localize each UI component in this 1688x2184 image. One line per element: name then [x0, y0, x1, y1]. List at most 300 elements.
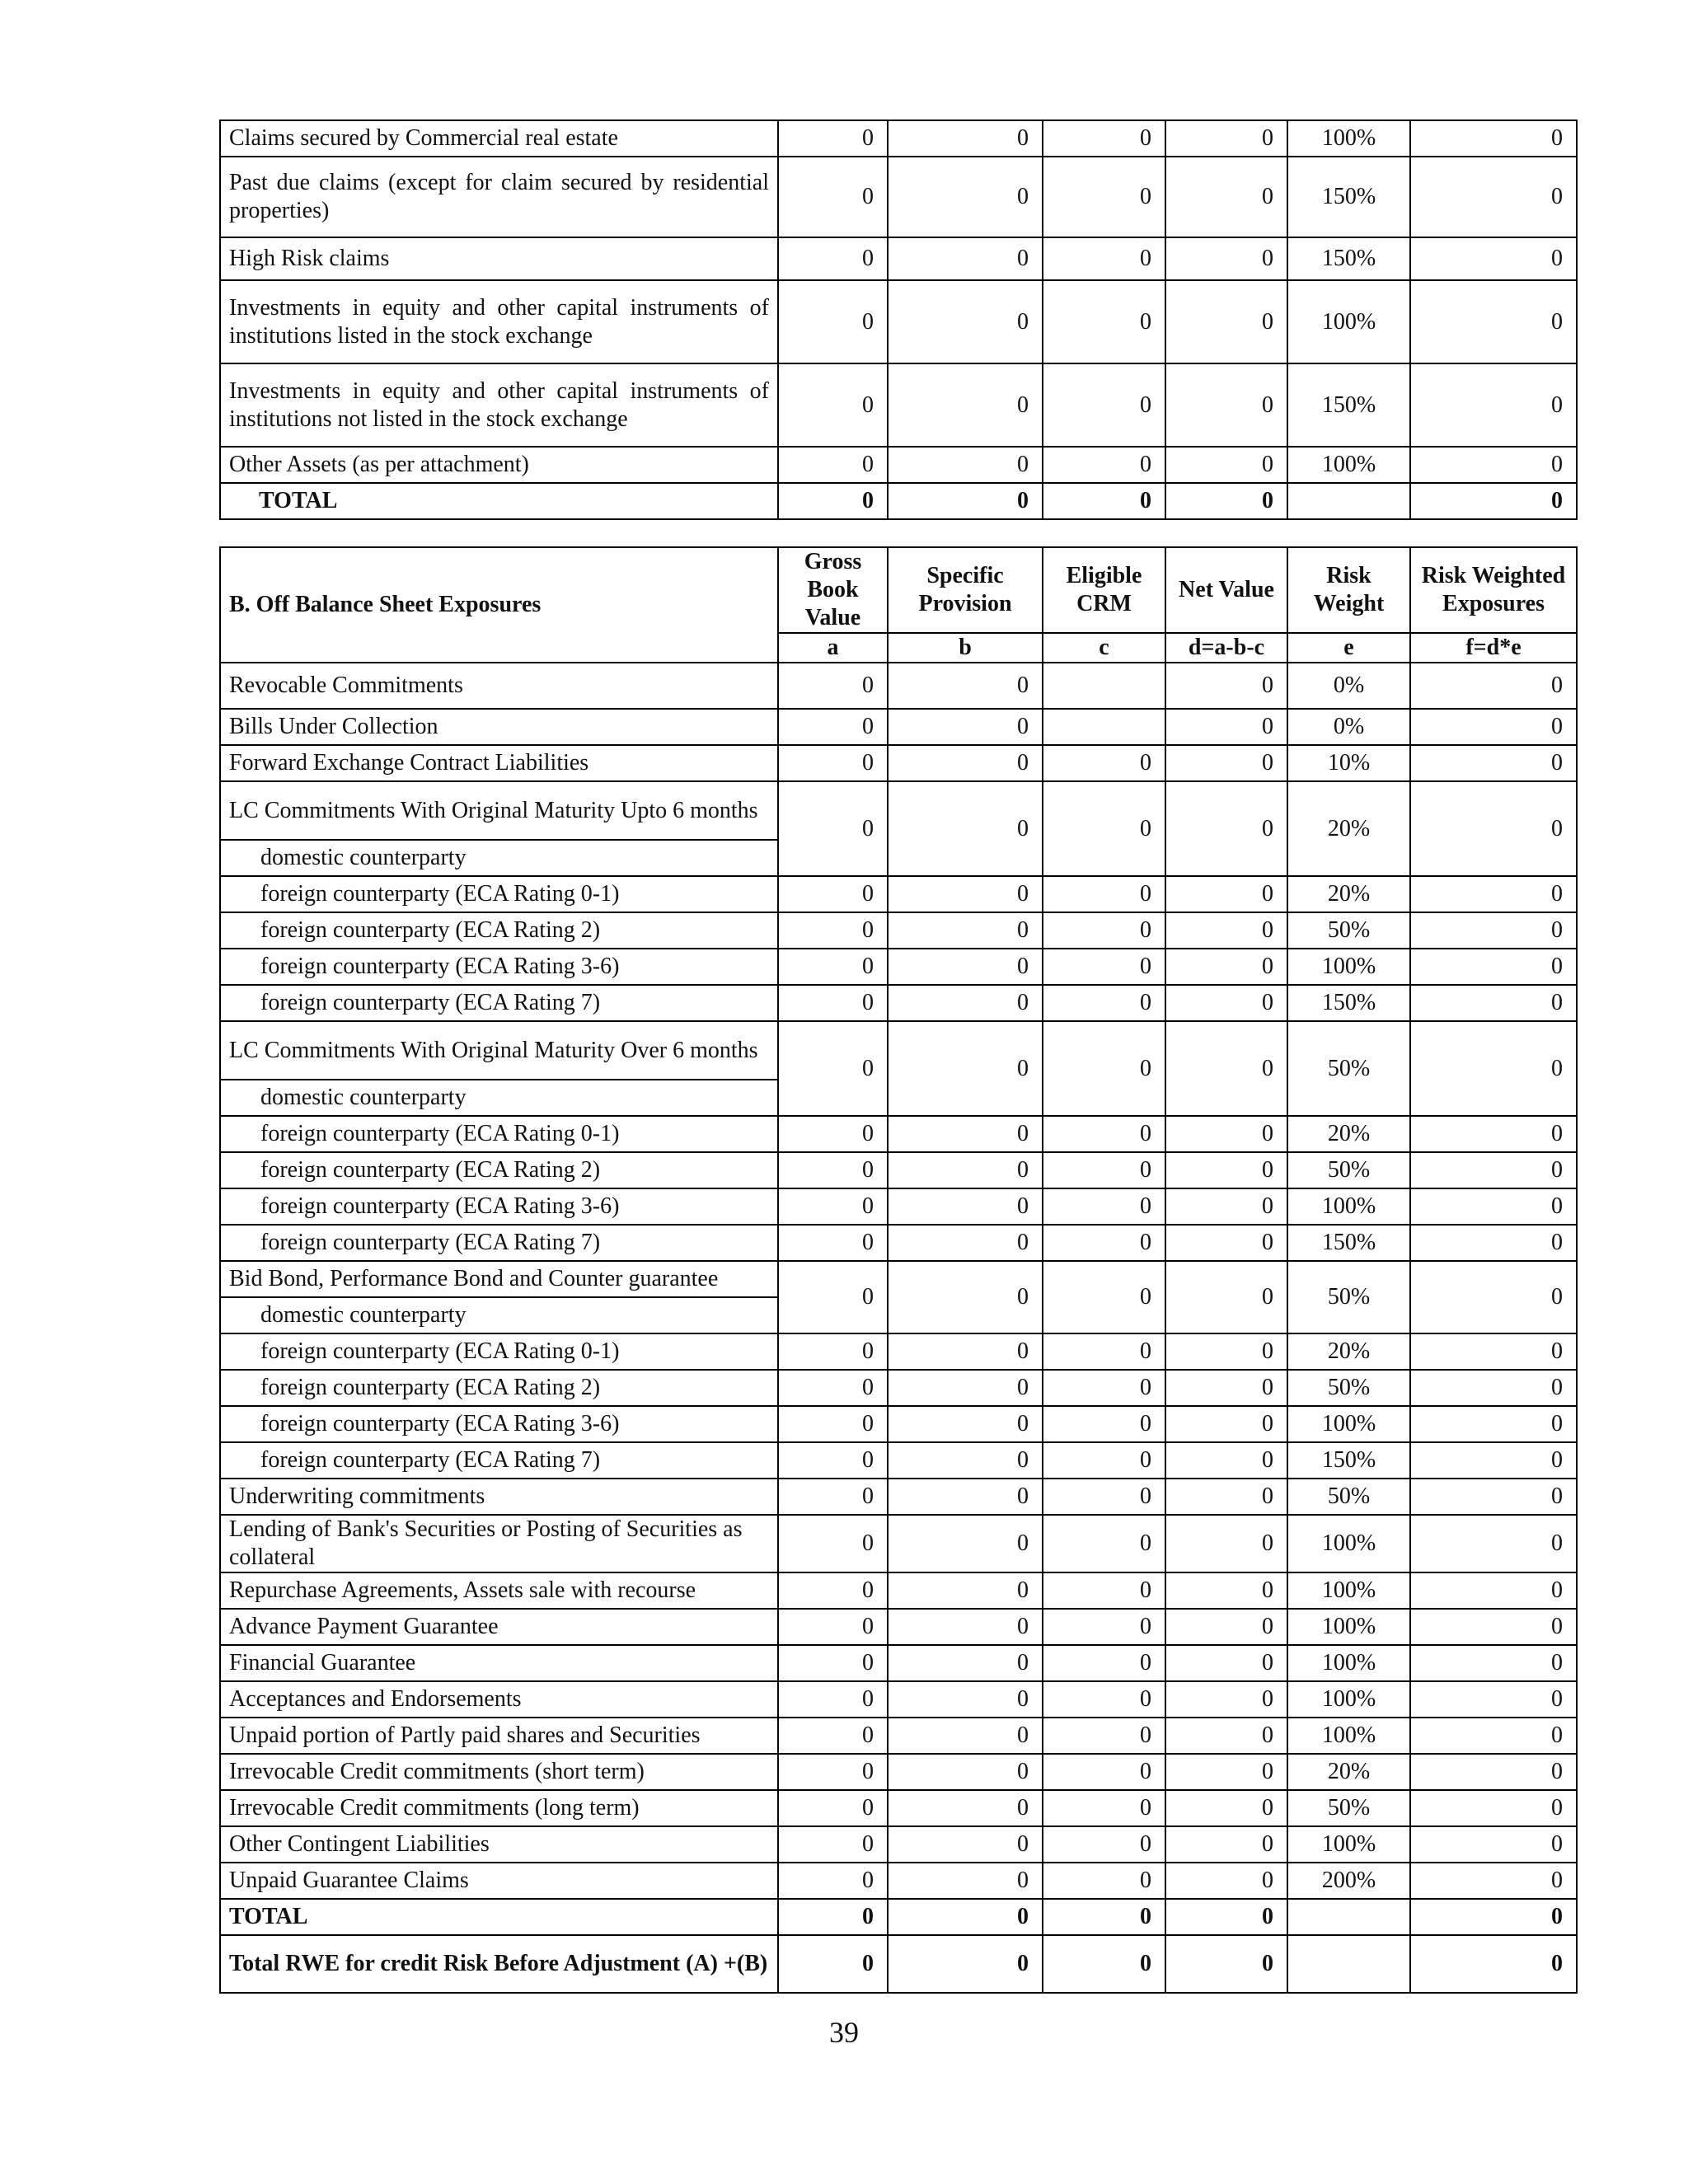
rwe-cell: 0 — [1410, 1863, 1577, 1899]
table-row — [220, 912, 1577, 949]
rwe-cell: 0 — [1410, 985, 1577, 1021]
net-value-cell: 0 — [1165, 1152, 1287, 1188]
specific-provision-cell: 0 — [888, 237, 1043, 280]
eligible-crm-cell — [1043, 709, 1165, 745]
row-label: LC Commitments With Original Maturity Over 6 months — [220, 1021, 778, 1080]
row-label-domestic: domestic counterparty — [220, 1297, 778, 1333]
rwe-cell: 0 — [1410, 1406, 1577, 1442]
eligible-crm-cell: 0 — [1043, 781, 1165, 876]
net-value-cell: 0 — [1165, 1826, 1287, 1863]
net-value-cell: 0 — [1165, 876, 1287, 912]
risk-weight-cell: 50% — [1287, 1370, 1410, 1406]
risk-weight-cell — [1287, 483, 1410, 519]
gross-book-value-cell: 0 — [778, 1333, 888, 1370]
specific-provision-cell: 0 — [888, 1718, 1043, 1754]
net-value-cell: 0 — [1165, 1935, 1287, 1993]
table-row — [220, 1863, 1577, 1899]
specific-provision-cell: 0 — [888, 1188, 1043, 1225]
header-eligible-crm: Eligible CRM — [1043, 547, 1165, 633]
rwe-cell: 0 — [1410, 1479, 1577, 1515]
risk-weight-cell — [1287, 1899, 1410, 1935]
row-label: Forward Exchange Contract Liabilities — [220, 745, 778, 781]
row-label: Past due claims (except for claim secured by residential properties) — [220, 157, 778, 237]
net-value-cell: 0 — [1165, 447, 1287, 483]
rwe-cell: 0 — [1410, 1826, 1577, 1863]
section-a-body — [220, 120, 1577, 519]
row-label: LC Commitments With Original Maturity Upto 6 months — [220, 781, 778, 840]
table-row — [220, 1442, 1577, 1479]
gross-book-value-cell: 0 — [778, 1370, 888, 1406]
rwe-cell: 0 — [1410, 1681, 1577, 1718]
eligible-crm-cell: 0 — [1043, 1152, 1165, 1188]
page-number: 39 — [829, 2016, 859, 2049]
gross-book-value-cell: 0 — [778, 120, 888, 157]
eligible-crm-cell: 0 — [1043, 157, 1165, 237]
table-row — [220, 1370, 1577, 1406]
table-row — [220, 1645, 1577, 1681]
specific-provision-cell: 0 — [888, 1790, 1043, 1826]
net-value-cell: 0 — [1165, 1370, 1287, 1406]
row-label: Unpaid Guarantee Claims — [220, 1863, 778, 1899]
net-value-cell: 0 — [1165, 1116, 1287, 1152]
eligible-crm-cell: 0 — [1043, 1225, 1165, 1261]
risk-weight-cell: 100% — [1287, 120, 1410, 157]
gross-book-value-cell: 0 — [778, 1826, 888, 1863]
total-row — [220, 483, 1577, 519]
table-row — [220, 1225, 1577, 1261]
gross-book-value-cell: 0 — [778, 876, 888, 912]
rwe-cell: 0 — [1410, 1718, 1577, 1754]
rwe-cell: 0 — [1410, 709, 1577, 745]
risk-weight-cell: 10% — [1287, 745, 1410, 781]
net-value-cell: 0 — [1165, 1188, 1287, 1225]
specific-provision-cell: 0 — [888, 1515, 1043, 1572]
table-row — [220, 1754, 1577, 1790]
rwe-cell: 0 — [1410, 237, 1577, 280]
row-label: Revocable Commitments — [220, 663, 778, 709]
row-label-domestic: domestic counterparty — [220, 840, 778, 876]
row-label-domestic: domestic counterparty — [220, 1080, 778, 1116]
eligible-crm-cell: 0 — [1043, 1261, 1165, 1333]
specific-provision-cell: 0 — [888, 876, 1043, 912]
gross-book-value-cell: 0 — [778, 949, 888, 985]
specific-provision-cell: 0 — [888, 949, 1043, 985]
risk-weight-cell: 0% — [1287, 663, 1410, 709]
row-label: Financial Guarantee — [220, 1645, 778, 1681]
rwe-cell: 0 — [1410, 1261, 1577, 1333]
eligible-crm-cell: 0 — [1043, 1406, 1165, 1442]
specific-provision-cell: 0 — [888, 1479, 1043, 1515]
net-value-cell: 0 — [1165, 1572, 1287, 1609]
rwe-cell: 0 — [1410, 1116, 1577, 1152]
row-label: Bills Under Collection — [220, 709, 778, 745]
gross-book-value-cell: 0 — [778, 663, 888, 709]
specific-provision-cell: 0 — [888, 157, 1043, 237]
net-value-cell: 0 — [1165, 949, 1287, 985]
specific-provision-cell: 0 — [888, 1442, 1043, 1479]
gross-book-value-cell: 0 — [778, 1754, 888, 1790]
total-label: TOTAL — [220, 1899, 778, 1935]
net-value-cell: 0 — [1165, 781, 1287, 876]
rwe-cell: 0 — [1410, 663, 1577, 709]
eligible-crm-cell: 0 — [1043, 280, 1165, 363]
header-row — [220, 547, 1577, 633]
eligible-crm-cell: 0 — [1043, 1515, 1165, 1572]
gross-book-value-cell: 0 — [778, 1863, 888, 1899]
subheader-a: a — [778, 633, 888, 663]
eligible-crm-cell: 0 — [1043, 1645, 1165, 1681]
net-value-cell: 0 — [1165, 1442, 1287, 1479]
table-row — [220, 1021, 1577, 1080]
specific-provision-cell: 0 — [888, 1152, 1043, 1188]
net-value-cell: 0 — [1165, 1681, 1287, 1718]
eligible-crm-cell: 0 — [1043, 1188, 1165, 1225]
net-value-cell: 0 — [1165, 1790, 1287, 1826]
net-value-cell: 0 — [1165, 745, 1287, 781]
eligible-crm-cell: 0 — [1043, 1899, 1165, 1935]
gross-book-value-cell: 0 — [778, 1899, 888, 1935]
rwe-cell: 0 — [1410, 1899, 1577, 1935]
header-risk-weight: Risk Weight — [1287, 547, 1410, 633]
row-label: Irrevocable Credit commitments (long term) — [220, 1790, 778, 1826]
row-label: foreign counterparty (ECA Rating 0-1) — [220, 1333, 778, 1370]
gross-book-value-cell: 0 — [778, 1609, 888, 1645]
row-label: Unpaid portion of Partly paid shares and Securities — [220, 1718, 778, 1754]
row-label: foreign counterparty (ECA Rating 7) — [220, 1442, 778, 1479]
risk-weight-cell: 150% — [1287, 363, 1410, 447]
row-label: Repurchase Agreements, Assets sale with recourse — [220, 1572, 778, 1609]
eligible-crm-cell: 0 — [1043, 1572, 1165, 1609]
rwe-cell: 0 — [1410, 1935, 1577, 1993]
row-label: foreign counterparty (ECA Rating 3-6) — [220, 949, 778, 985]
specific-provision-cell: 0 — [888, 912, 1043, 949]
risk-weight-cell: 100% — [1287, 1826, 1410, 1863]
rwe-cell: 0 — [1410, 1333, 1577, 1370]
gross-book-value-cell: 0 — [778, 1681, 888, 1718]
net-value-cell: 0 — [1165, 1754, 1287, 1790]
risk-weight-cell: 100% — [1287, 1188, 1410, 1225]
eligible-crm-cell: 0 — [1043, 1863, 1165, 1899]
table-row — [220, 1479, 1577, 1515]
row-label: Advance Payment Guarantee — [220, 1609, 778, 1645]
off-balance-sheet-table — [219, 546, 1578, 1994]
net-value-cell: 0 — [1165, 1515, 1287, 1572]
rwe-cell: 0 — [1410, 1790, 1577, 1826]
table-row — [220, 1116, 1577, 1152]
eligible-crm-cell: 0 — [1043, 949, 1165, 985]
net-value-cell: 0 — [1165, 363, 1287, 447]
net-value-cell: 0 — [1165, 1609, 1287, 1645]
specific-provision-cell: 0 — [888, 663, 1043, 709]
row-label: foreign counterparty (ECA Rating 2) — [220, 1152, 778, 1188]
net-value-cell: 0 — [1165, 1479, 1287, 1515]
eligible-crm-cell: 0 — [1043, 483, 1165, 519]
row-label: foreign counterparty (ECA Rating 3-6) — [220, 1406, 778, 1442]
risk-weight-cell: 150% — [1287, 1225, 1410, 1261]
gross-book-value-cell: 0 — [778, 1479, 888, 1515]
gross-book-value-cell: 0 — [778, 1406, 888, 1442]
subheader-f: f=d*e — [1410, 633, 1577, 663]
risk-weight-cell: 100% — [1287, 949, 1410, 985]
eligible-crm-cell: 0 — [1043, 1718, 1165, 1754]
rwe-cell: 0 — [1410, 120, 1577, 157]
specific-provision-cell: 0 — [888, 1370, 1043, 1406]
row-label: foreign counterparty (ECA Rating 7) — [220, 985, 778, 1021]
risk-weight-cell — [1287, 1935, 1410, 1993]
rwe-cell: 0 — [1410, 876, 1577, 912]
subheader-e: e — [1287, 633, 1410, 663]
rwe-cell: 0 — [1410, 1754, 1577, 1790]
rwe-cell: 0 — [1410, 781, 1577, 876]
rwe-cell: 0 — [1410, 280, 1577, 363]
table-row — [220, 1261, 1577, 1297]
eligible-crm-cell: 0 — [1043, 1681, 1165, 1718]
gross-book-value-cell: 0 — [778, 237, 888, 280]
table-row — [220, 1718, 1577, 1754]
net-value-cell: 0 — [1165, 1899, 1287, 1935]
specific-provision-cell: 0 — [888, 1261, 1043, 1333]
net-value-cell: 0 — [1165, 912, 1287, 949]
rwe-cell: 0 — [1410, 363, 1577, 447]
specific-provision-cell: 0 — [888, 709, 1043, 745]
rwe-cell: 0 — [1410, 912, 1577, 949]
specific-provision-cell: 0 — [888, 1935, 1043, 1993]
table-row — [220, 1515, 1577, 1572]
eligible-crm-cell: 0 — [1043, 876, 1165, 912]
risk-weight-cell: 200% — [1287, 1863, 1410, 1899]
rwe-cell: 0 — [1410, 949, 1577, 985]
table-row — [220, 1790, 1577, 1826]
risk-weight-cell: 100% — [1287, 1609, 1410, 1645]
row-label: foreign counterparty (ECA Rating 0-1) — [220, 876, 778, 912]
risk-weight-cell: 50% — [1287, 1021, 1410, 1116]
net-value-cell: 0 — [1165, 237, 1287, 280]
specific-provision-cell: 0 — [888, 1225, 1043, 1261]
risk-weight-cell: 100% — [1287, 1681, 1410, 1718]
eligible-crm-cell: 0 — [1043, 1826, 1165, 1863]
table-row — [220, 663, 1577, 709]
eligible-crm-cell: 0 — [1043, 1021, 1165, 1116]
risk-weight-cell: 0% — [1287, 709, 1410, 745]
gross-book-value-cell: 0 — [778, 1718, 888, 1754]
gross-book-value-cell: 0 — [778, 1645, 888, 1681]
net-value-cell: 0 — [1165, 1261, 1287, 1333]
gross-book-value-cell: 0 — [778, 1152, 888, 1188]
specific-provision-cell: 0 — [888, 483, 1043, 519]
table-row — [220, 120, 1577, 157]
table-row — [220, 1152, 1577, 1188]
eligible-crm-cell: 0 — [1043, 1935, 1165, 1993]
rwe-cell: 0 — [1410, 1021, 1577, 1116]
gross-book-value-cell: 0 — [778, 1515, 888, 1572]
eligible-crm-cell: 0 — [1043, 447, 1165, 483]
eligible-crm-cell: 0 — [1043, 1754, 1165, 1790]
net-value-cell: 0 — [1165, 663, 1287, 709]
row-label: Bid Bond, Performance Bond and Counter guarantee — [220, 1261, 778, 1297]
eligible-crm-cell — [1043, 663, 1165, 709]
specific-provision-cell: 0 — [888, 745, 1043, 781]
risk-weight-cell: 20% — [1287, 1116, 1410, 1152]
row-label: Other Contingent Liabilities — [220, 1826, 778, 1863]
row-label: foreign counterparty (ECA Rating 2) — [220, 1370, 778, 1406]
subheader-b: b — [888, 633, 1043, 663]
risk-weight-cell: 100% — [1287, 280, 1410, 363]
table-row — [220, 157, 1577, 237]
eligible-crm-cell: 0 — [1043, 1609, 1165, 1645]
net-value-cell: 0 — [1165, 1406, 1287, 1442]
subheader-d: d=a-b-c — [1165, 633, 1287, 663]
rwe-cell: 0 — [1410, 1152, 1577, 1188]
row-label: Underwriting commitments — [220, 1479, 778, 1515]
specific-provision-cell: 0 — [888, 1021, 1043, 1116]
table-header — [220, 547, 1577, 663]
table-row — [220, 949, 1577, 985]
eligible-crm-cell: 0 — [1043, 912, 1165, 949]
gross-book-value-cell: 0 — [778, 985, 888, 1021]
row-label: Investments in equity and other capital instruments of institutions listed in the stock exchange — [220, 280, 778, 363]
section-b-body — [220, 663, 1577, 1993]
risk-weight-cell: 100% — [1287, 1406, 1410, 1442]
eligible-crm-cell: 0 — [1043, 745, 1165, 781]
eligible-crm-cell: 0 — [1043, 1479, 1165, 1515]
row-label: foreign counterparty (ECA Rating 2) — [220, 912, 778, 949]
net-value-cell: 0 — [1165, 483, 1287, 519]
risk-weight-cell: 100% — [1287, 447, 1410, 483]
total-label: TOTAL — [220, 483, 778, 519]
header-gross-book-value: Gross Book Value — [778, 547, 888, 633]
net-value-cell: 0 — [1165, 1718, 1287, 1754]
rwe-cell: 0 — [1410, 1225, 1577, 1261]
row-label: Claims secured by Commercial real estate — [220, 120, 778, 157]
table-row — [220, 280, 1577, 363]
table-row — [220, 709, 1577, 745]
net-value-cell: 0 — [1165, 1021, 1287, 1116]
risk-weight-cell: 20% — [1287, 1754, 1410, 1790]
row-label: Other Assets (as per attachment) — [220, 447, 778, 483]
net-value-cell: 0 — [1165, 709, 1287, 745]
specific-provision-cell: 0 — [888, 280, 1043, 363]
specific-provision-cell: 0 — [888, 1681, 1043, 1718]
eligible-crm-cell: 0 — [1043, 1116, 1165, 1152]
rwe-cell: 0 — [1410, 157, 1577, 237]
gross-book-value-cell: 0 — [778, 1935, 888, 1993]
row-label: foreign counterparty (ECA Rating 3-6) — [220, 1188, 778, 1225]
rwe-cell: 0 — [1410, 483, 1577, 519]
rwe-cell: 0 — [1410, 1645, 1577, 1681]
specific-provision-cell: 0 — [888, 1116, 1043, 1152]
net-value-cell: 0 — [1165, 1645, 1287, 1681]
header-rwe: Risk Weighted Exposures — [1410, 547, 1577, 633]
risk-weight-cell: 50% — [1287, 1479, 1410, 1515]
net-value-cell: 0 — [1165, 1333, 1287, 1370]
gross-book-value-cell: 0 — [778, 1442, 888, 1479]
net-value-cell: 0 — [1165, 120, 1287, 157]
rwe-cell: 0 — [1410, 745, 1577, 781]
risk-weight-cell: 150% — [1287, 157, 1410, 237]
risk-weight-cell: 150% — [1287, 237, 1410, 280]
table-row — [220, 1681, 1577, 1718]
specific-provision-cell: 0 — [888, 985, 1043, 1021]
eligible-crm-cell: 0 — [1043, 1370, 1165, 1406]
rwe-cell: 0 — [1410, 1572, 1577, 1609]
eligible-crm-cell: 0 — [1043, 1442, 1165, 1479]
gross-book-value-cell: 0 — [778, 1225, 888, 1261]
specific-provision-cell: 0 — [888, 1406, 1043, 1442]
table-row — [220, 1188, 1577, 1225]
net-value-cell: 0 — [1165, 157, 1287, 237]
row-label: Lending of Bank's Securities or Posting of Securities as collateral — [220, 1515, 778, 1572]
rwe-cell: 0 — [1410, 1188, 1577, 1225]
gross-book-value-cell: 0 — [778, 157, 888, 237]
gross-book-value-cell: 0 — [778, 781, 888, 876]
gross-book-value-cell: 0 — [778, 447, 888, 483]
on-balance-sheet-table — [219, 120, 1578, 520]
table-row — [220, 876, 1577, 912]
gross-book-value-cell: 0 — [778, 280, 888, 363]
total-row — [220, 1899, 1577, 1935]
specific-provision-cell: 0 — [888, 1572, 1043, 1609]
net-value-cell: 0 — [1165, 1863, 1287, 1899]
row-label: foreign counterparty (ECA Rating 0-1) — [220, 1116, 778, 1152]
risk-weight-cell: 20% — [1287, 1333, 1410, 1370]
specific-provision-cell: 0 — [888, 447, 1043, 483]
gross-book-value-cell: 0 — [778, 1188, 888, 1225]
gross-book-value-cell: 0 — [778, 745, 888, 781]
net-value-cell: 0 — [1165, 1225, 1287, 1261]
table-row — [220, 745, 1577, 781]
eligible-crm-cell: 0 — [1043, 1333, 1165, 1370]
rwe-cell: 0 — [1410, 1515, 1577, 1572]
gross-book-value-cell: 0 — [778, 1261, 888, 1333]
specific-provision-cell: 0 — [888, 363, 1043, 447]
rwe-cell: 0 — [1410, 1370, 1577, 1406]
table-row — [220, 781, 1577, 840]
risk-weight-cell: 150% — [1287, 1442, 1410, 1479]
table-row — [220, 1609, 1577, 1645]
specific-provision-cell: 0 — [888, 1609, 1043, 1645]
gross-book-value-cell: 0 — [778, 709, 888, 745]
table-row — [220, 985, 1577, 1021]
rwe-cell: 0 — [1410, 1609, 1577, 1645]
eligible-crm-cell: 0 — [1043, 237, 1165, 280]
gross-book-value-cell: 0 — [778, 1572, 888, 1609]
header-net-value: Net Value — [1165, 547, 1287, 633]
risk-weight-cell: 50% — [1287, 1152, 1410, 1188]
grand-total-row — [220, 1935, 1577, 1993]
table-row — [220, 447, 1577, 483]
risk-weight-cell: 20% — [1287, 781, 1410, 876]
rwe-cell: 0 — [1410, 1442, 1577, 1479]
header-specific-provision: Specific Provision — [888, 547, 1043, 633]
risk-weight-cell: 20% — [1287, 876, 1410, 912]
risk-weight-cell: 150% — [1287, 985, 1410, 1021]
gross-book-value-cell: 0 — [778, 483, 888, 519]
row-label: High Risk claims — [220, 237, 778, 280]
table-row — [220, 1572, 1577, 1609]
table-row — [220, 363, 1577, 447]
specific-provision-cell: 0 — [888, 1826, 1043, 1863]
rwe-cell: 0 — [1410, 447, 1577, 483]
row-label: foreign counterparty (ECA Rating 7) — [220, 1225, 778, 1261]
risk-weight-cell: 100% — [1287, 1645, 1410, 1681]
risk-weight-cell: 50% — [1287, 912, 1410, 949]
row-label: Irrevocable Credit commitments (short term) — [220, 1754, 778, 1790]
gross-book-value-cell: 0 — [778, 912, 888, 949]
grand-total-label: Total RWE for credit Risk Before Adjustment (A) +(B) — [220, 1935, 778, 1993]
eligible-crm-cell: 0 — [1043, 120, 1165, 157]
eligible-crm-cell: 0 — [1043, 985, 1165, 1021]
specific-provision-cell: 0 — [888, 781, 1043, 876]
